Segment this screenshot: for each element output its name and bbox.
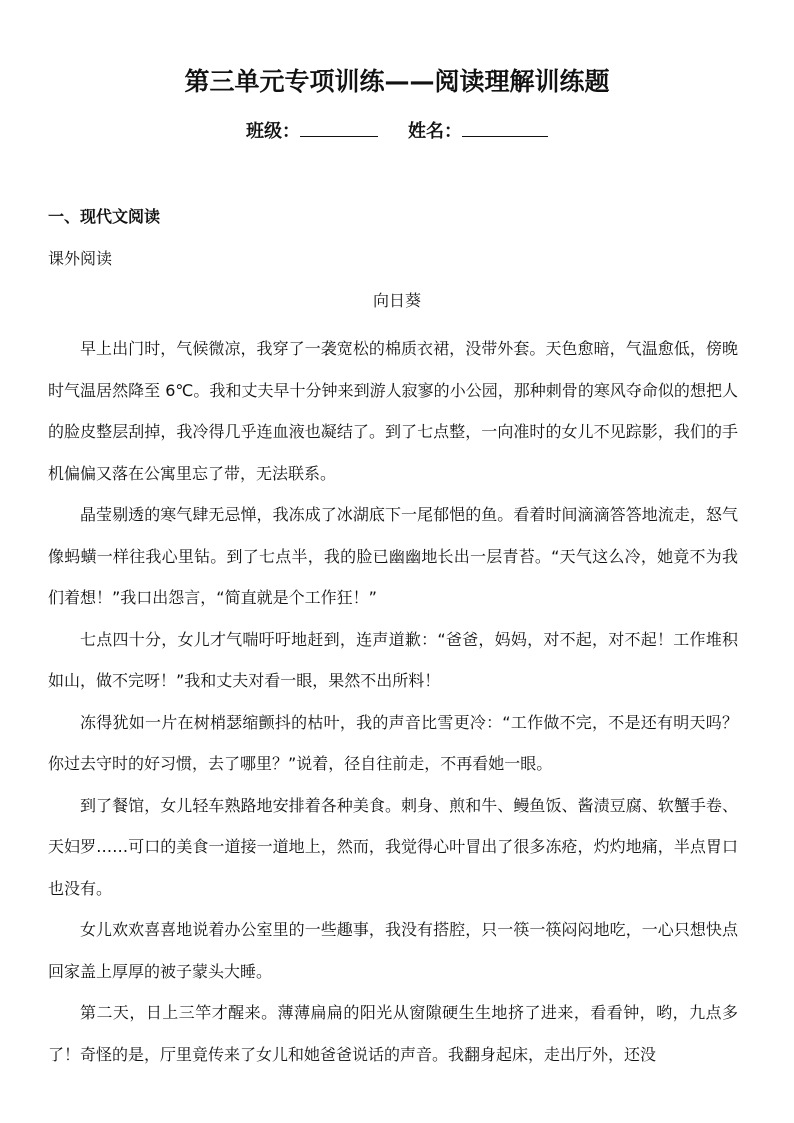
class-label: 班级： [246, 121, 300, 142]
paragraph: 女儿欢欢喜喜地说着办公室里的一些趣事，我没有搭腔，只一筷一筷闷闷地吃，一心只想快点回家盖上厚厚的被子蒙头大睡。 [48, 920, 738, 981]
name-blank[interactable] [462, 118, 548, 137]
paragraph: 七点四十分，女儿才气喘吁吁地赶到，连声道歉：“爸爸，妈妈，对不起，对不起！工作堆积如山，做不完呀！”我和丈夫对看一眼，果然不出所料！ [48, 629, 738, 690]
student-info-line [0, 118, 794, 146]
paragraph: 冻得犹如一片在树梢瑟缩颤抖的枯叶，我的声音比雪更冷：“工作做不完，不是还有明天吗？你过去守时的好习惯，去了哪里？”说着，径自往前走，不再看她一眼。 [48, 712, 738, 773]
paragraph: 早上出门时，气候微凉，我穿了一袭宽松的棉质衣裙，没带外套。天色愈暗，气温愈低，傍晚时气温居然降至 6℃。我和丈夫早十分钟来到游人寂寥的小公园，那种刺骨的寒风夺命似的想把人的脸皮整层刮掉，我冷得几乎连血液也凝结了。到了七点整，一向准时的女儿不见踪影，我们的手机偏偏又落在公寓里忘了带，无法联系。 [48, 339, 738, 483]
page-title: 第三单元专项训练——阅读理解训练题 [184, 67, 610, 96]
story-body [48, 328, 738, 1075]
paragraph: 到了餐馆，女儿轻车熟路地安排着各种美食。刺身、煎和牛、鳗鱼饭、酱渍豆腐、软蟹手卷、天妇罗……可口的美食一道接一道地上，然而，我觉得心叶冒出了很多冻疮，灼灼地痛，半点胃口也没有。 [48, 795, 738, 898]
paragraph: 第二天，日上三竿才醒来。薄薄扁扁的阳光从窗隙硬生生地挤了进来，看看钟，哟，九点多了！奇怪的是，厅里竟传来了女儿和她爸爸说话的声音。我翻身起床，走出厅外，还没 [48, 1003, 738, 1064]
paragraph: 晶莹剔透的寒气肆无忌惮，我冻成了冰湖底下一尾郁悒的鱼。看着时间滴滴答答地流走，怒气像蚂蟥一样往我心里钻。到了七点半，我的脸已幽幽地长出一层青苔。“天气这么冷，她竟不为我们着想！”我口出怨言，“简直就是个工作狂！” [48, 505, 738, 607]
name-label: 姓名： [408, 121, 462, 142]
section-heading: 一、现代文阅读 [48, 207, 161, 226]
subsection-heading: 课外阅读 [48, 249, 113, 268]
class-blank[interactable] [300, 118, 378, 137]
story-title: 向日葵 [372, 291, 421, 310]
